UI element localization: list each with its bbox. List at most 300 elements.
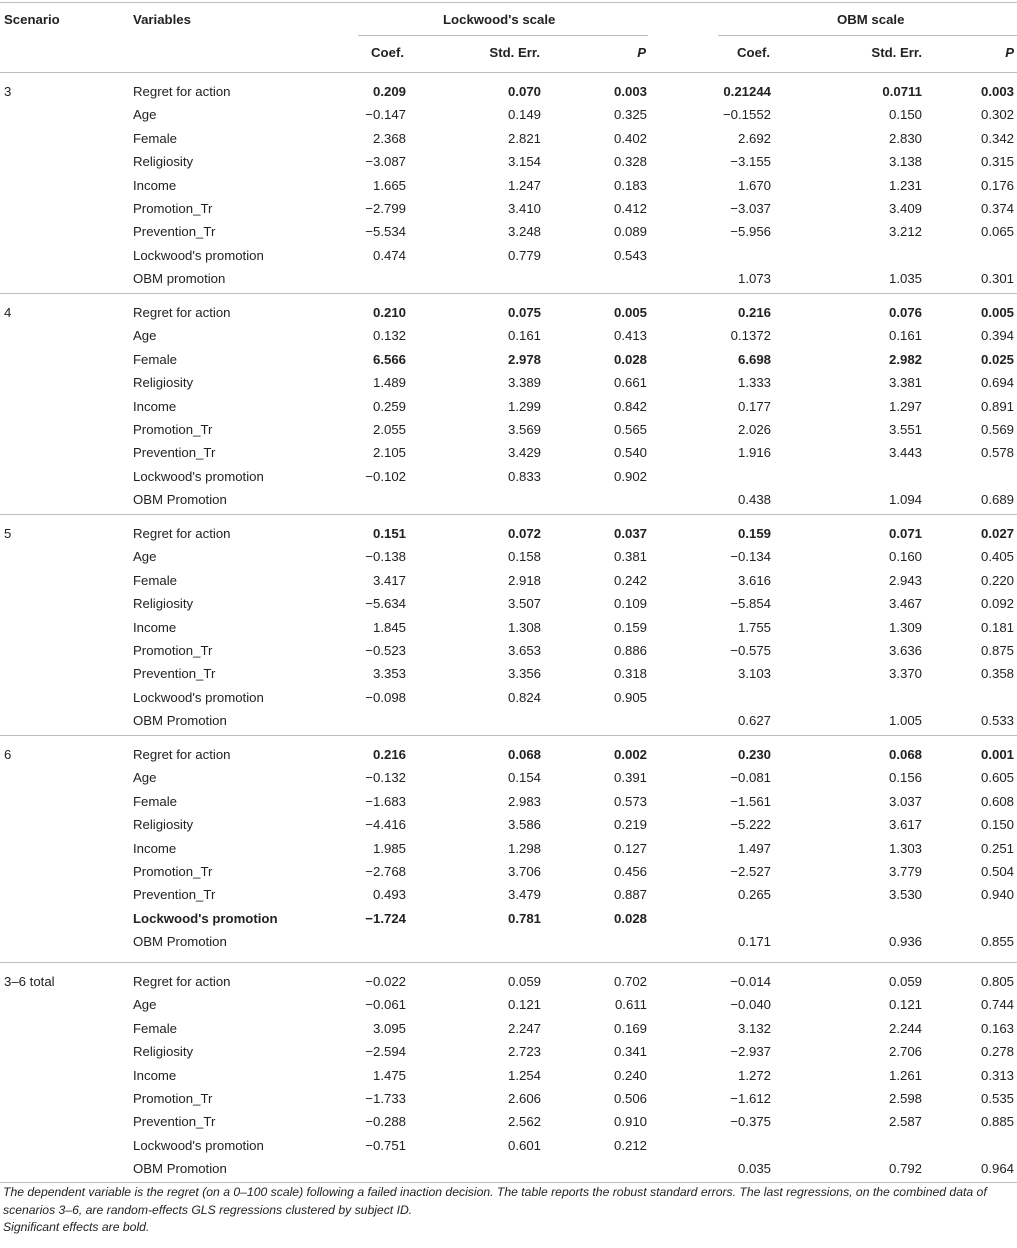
obm-p-cell: 0.027 — [980, 526, 1014, 541]
variable-label: Female — [133, 130, 177, 146]
obm-p-cell: 0.578 — [980, 445, 1014, 461]
obm-stderr-cell: 3.409 — [888, 201, 922, 216]
table-row — [0, 930, 1017, 953]
obm-coef-cell: 3.103 — [737, 666, 771, 682]
lockwood-coef-cell: 6.566 — [372, 351, 406, 367]
obm-p-cell: 0.251 — [980, 840, 1014, 856]
lockwood-coef-cell: −5.534 — [365, 224, 406, 240]
lockwood-p-cell: 0.902 — [613, 468, 647, 484]
table-row — [0, 616, 1017, 639]
obm-stderr-cell: 1.297 — [888, 398, 922, 414]
lockwood-coef-cell: −0.022 — [365, 974, 406, 989]
lockwood-coef-cell: −1.724 — [365, 910, 406, 926]
variable-label: Lockwood's promotion — [133, 468, 264, 484]
table-row — [0, 766, 1017, 789]
obm-stderr-cell: 1.094 — [888, 492, 922, 508]
variable-label: Female — [133, 572, 177, 588]
lockwood-stderr-cell: 3.410 — [507, 201, 541, 216]
obm-coef-cell: 1.073 — [737, 271, 771, 287]
obm-p-cell: 0.394 — [980, 328, 1014, 344]
obm-p-cell: 0.342 — [980, 130, 1014, 146]
table-row — [0, 150, 1017, 173]
obm-stderr-cell: 1.303 — [888, 840, 922, 856]
lockwood-stderr-cell: 3.154 — [507, 154, 541, 170]
lockwood-p-cell: 0.212 — [613, 1137, 647, 1153]
obm-p-cell: 0.065 — [980, 224, 1014, 240]
lockwood-coef-cell: −0.098 — [365, 689, 406, 705]
obm-coef-cell: −2.527 — [730, 864, 771, 879]
variable-label: Regret for action — [133, 974, 231, 989]
lockwood-stderr-cell: 3.479 — [507, 887, 541, 903]
lockwood-stderr-cell: 0.161 — [507, 328, 541, 344]
lockwood-stderr-cell: 2.723 — [507, 1044, 541, 1060]
lockwood-p-cell: 0.240 — [613, 1067, 647, 1083]
obm-coef-cell: 0.216 — [737, 305, 771, 320]
variable-label: Promotion_Tr — [133, 1091, 213, 1106]
footnote-text: The dependent variable is the regret (on a 0–100 scale) following a failed inaction decision. The table reports the robust standard errors. The last regressions, on the combined data of scenarios 3–6, are random-effects GLS regressions clustered by subject ID. — [3, 1185, 987, 1217]
lockwood-coef-cell: −0.138 — [365, 549, 406, 565]
lockwood-p-cell: 0.003 — [613, 84, 647, 99]
lockwood-coef-cell: 0.151 — [372, 526, 406, 541]
obm-p-cell: 0.315 — [980, 154, 1014, 170]
lockwood-stderr-cell: 0.121 — [507, 997, 541, 1013]
obm-coef-cell: −3.037 — [730, 201, 771, 216]
lockwood-coef-cell: 1.665 — [372, 177, 406, 193]
obm-coef-cell: −3.155 — [730, 154, 771, 170]
obm-coef-cell: −0.375 — [730, 1114, 771, 1130]
obm-coef-cell: −0.575 — [730, 643, 771, 658]
variable-label: OBM promotion — [133, 271, 226, 287]
variable-label: Income — [133, 398, 177, 414]
table-row — [0, 174, 1017, 197]
lockwood-coef-cell: 2.105 — [372, 445, 406, 461]
obm-p-cell: 0.885 — [980, 1114, 1014, 1130]
lockwood-coef-cell: −2.768 — [365, 864, 406, 879]
obm-coef-cell: −1.561 — [730, 793, 771, 809]
obm-stderr-cell: 0.071 — [888, 526, 922, 541]
obm-stderr-cell: 1.309 — [888, 619, 922, 635]
obm-stderr-cell: 3.037 — [888, 793, 922, 809]
obm-p-cell: 0.313 — [980, 1067, 1014, 1083]
lockwood-stderr-cell: 1.299 — [507, 398, 541, 414]
variable-label: Regret for action — [133, 526, 231, 541]
obm-coef-cell: 0.1372 — [730, 328, 771, 344]
lockwood-p-cell: 0.413 — [613, 328, 647, 344]
obm-p-cell: 0.302 — [980, 107, 1014, 123]
table-row — [0, 1017, 1017, 1040]
lockwood-coef-cell: 1.845 — [372, 619, 406, 635]
table-row — [0, 790, 1017, 813]
table-row — [0, 441, 1017, 464]
obm-coef-cell: 1.497 — [737, 840, 771, 856]
obm-stderr-cell: 3.467 — [888, 596, 922, 612]
lockwood-coef-cell: 3.417 — [372, 572, 406, 588]
header-variables: Variables — [133, 12, 191, 27]
obm-coef-cell: 0.21244 — [723, 84, 771, 99]
obm-stderr-cell: 3.551 — [888, 422, 922, 437]
variable-label: Age — [133, 770, 157, 786]
table-row — [0, 569, 1017, 592]
lockwood-p-cell: 0.910 — [613, 1114, 647, 1130]
lockwood-coef-cell: 0.216 — [372, 747, 406, 762]
lockwood-p-cell: 0.028 — [613, 351, 647, 367]
variable-label: Promotion_Tr — [133, 864, 213, 879]
table-row — [0, 837, 1017, 860]
lockwood-coef-cell: 0.259 — [372, 398, 406, 414]
top-rule — [0, 2, 1017, 3]
variable-label: Prevention_Tr — [133, 666, 216, 682]
obm-stderr-cell: 3.779 — [888, 864, 922, 879]
variable-label: Prevention_Tr — [133, 224, 216, 240]
table-row — [0, 301, 1017, 324]
table-row — [0, 395, 1017, 418]
obm-p-cell: 0.940 — [980, 887, 1014, 903]
obm-p-cell: 0.003 — [980, 84, 1014, 99]
obm-stderr-cell: 2.982 — [888, 351, 922, 367]
obm-coef-cell: 1.670 — [737, 177, 771, 193]
lockwood-coef-cell: 3.095 — [372, 1020, 406, 1036]
table-row — [0, 545, 1017, 568]
table-row — [0, 907, 1017, 930]
obm-p-cell: 0.744 — [980, 997, 1014, 1013]
lockwood-coef-cell: 1.985 — [372, 840, 406, 856]
obm-p-cell: 0.358 — [980, 666, 1014, 682]
obm-coef-cell: 0.627 — [737, 713, 771, 729]
lockwood-p-cell: 0.037 — [613, 526, 647, 541]
obm-p-cell: 0.605 — [980, 770, 1014, 786]
obm-stderr-cell: 1.035 — [888, 271, 922, 287]
variable-label: OBM Promotion — [133, 713, 227, 729]
lockwood-coef-cell: −3.087 — [365, 154, 406, 170]
variable-label: Promotion_Tr — [133, 643, 213, 658]
variable-label: Prevention_Tr — [133, 887, 216, 903]
variable-label: Regret for action — [133, 305, 231, 320]
obm-stderr-cell: 3.617 — [888, 817, 922, 833]
table-row — [0, 418, 1017, 441]
variable-label: Prevention_Tr — [133, 1114, 216, 1130]
header-obm-p: P — [1005, 45, 1014, 60]
variable-label: Age — [133, 997, 157, 1013]
table-row — [0, 220, 1017, 243]
variable-label: Lockwood's promotion — [133, 689, 264, 705]
lockwood-coef-cell: −0.288 — [365, 1114, 406, 1130]
lockwood-coef-cell: −2.799 — [365, 201, 406, 216]
table-row — [0, 743, 1017, 766]
variable-label: Age — [133, 107, 157, 123]
lockwood-p-cell: 0.391 — [613, 770, 647, 786]
lockwood-stderr-cell: 2.606 — [507, 1091, 541, 1106]
obm-coef-cell: −1.612 — [730, 1091, 771, 1106]
obm-p-cell: 0.301 — [980, 271, 1014, 287]
scenario-label: 6 — [4, 747, 12, 762]
lockwood-coef-cell: −1.733 — [365, 1091, 406, 1106]
lockwood-stderr-cell: 3.706 — [507, 864, 541, 879]
lockwood-coef-cell: 0.210 — [372, 305, 406, 320]
lockwood-p-cell: 0.540 — [613, 445, 647, 461]
obm-p-cell: 0.005 — [980, 305, 1014, 320]
header-lockwood-scale: Lockwood's scale — [443, 12, 556, 27]
table-row — [0, 1134, 1017, 1157]
obm-coef-cell: 1.755 — [737, 619, 771, 635]
obm-stderr-cell: 2.943 — [888, 572, 922, 588]
variable-label: Promotion_Tr — [133, 201, 213, 216]
obm-coef-cell: −2.937 — [730, 1044, 771, 1060]
group-divider — [0, 962, 1017, 963]
variable-label: Prevention_Tr — [133, 445, 216, 461]
table-row — [0, 244, 1017, 267]
variable-label: Religiosity — [133, 1044, 194, 1060]
lockwood-stderr-cell: 2.983 — [507, 793, 541, 809]
obm-coef-cell: 2.692 — [737, 130, 771, 146]
lockwood-coef-cell: −4.416 — [365, 817, 406, 833]
lockwood-coef-cell: 0.493 — [372, 887, 406, 903]
obm-stderr-cell: 3.443 — [888, 445, 922, 461]
obm-p-cell: 0.504 — [980, 864, 1014, 879]
lockwood-p-cell: 0.127 — [613, 840, 647, 856]
lockwood-p-cell: 0.905 — [613, 689, 647, 705]
obm-p-cell: 0.694 — [980, 375, 1014, 391]
lockwood-stderr-cell: 0.068 — [507, 747, 541, 762]
table-row — [0, 324, 1017, 347]
header-bottom-rule — [0, 72, 1017, 73]
lockwood-stderr-cell: 0.075 — [507, 305, 541, 320]
obm-coef-cell: −0.014 — [730, 974, 771, 989]
table-footnote — [3, 1184, 1013, 1237]
obm-coef-cell: 1.333 — [737, 375, 771, 391]
lockwood-coef-cell: 2.055 — [372, 422, 406, 437]
obm-stderr-cell: 2.244 — [888, 1020, 922, 1036]
variable-label: OBM Promotion — [133, 934, 227, 950]
lockwood-coef-cell: −5.634 — [365, 596, 406, 612]
obm-coef-cell: 0.438 — [737, 492, 771, 508]
lockwood-coef-cell: −0.751 — [365, 1137, 406, 1153]
variable-label: Religiosity — [133, 154, 194, 170]
table-row — [0, 103, 1017, 126]
table-row — [0, 860, 1017, 883]
obm-coef-cell: 3.132 — [737, 1020, 771, 1036]
footnote-significance: Significant effects are bold. — [3, 1220, 150, 1234]
obm-p-cell: 0.535 — [980, 1091, 1014, 1106]
obm-p-cell: 0.150 — [980, 817, 1014, 833]
variable-label: Religiosity — [133, 817, 194, 833]
obm-coef-cell: 6.698 — [737, 351, 771, 367]
obm-coef-cell: 2.026 — [737, 422, 771, 437]
table-row — [0, 348, 1017, 371]
obm-stderr-cell: 2.598 — [888, 1091, 922, 1106]
obm-stderr-cell: 1.231 — [888, 177, 922, 193]
obm-p-cell: 0.405 — [980, 549, 1014, 565]
lockwood-stderr-cell: 2.978 — [507, 351, 541, 367]
table-row — [0, 662, 1017, 685]
table-row — [0, 127, 1017, 150]
lockwood-p-cell: 0.381 — [613, 549, 647, 565]
obm-coef-cell: 0.230 — [737, 747, 771, 762]
obm-stderr-cell: 0.059 — [888, 974, 922, 989]
obm-stderr-cell: 0.0711 — [882, 84, 922, 99]
lockwood-stderr-cell: 1.247 — [507, 177, 541, 193]
obm-p-cell: 0.855 — [980, 934, 1014, 950]
obm-p-cell: 0.176 — [980, 177, 1014, 193]
obm-coef-cell: −0.134 — [730, 549, 771, 565]
lockwood-stderr-cell: 0.158 — [507, 549, 541, 565]
obm-coef-cell: −5.854 — [730, 596, 771, 612]
table-row — [0, 883, 1017, 906]
header-scenario: Scenario — [4, 12, 60, 27]
lockwood-p-cell: 0.842 — [613, 398, 647, 414]
obm-p-cell: 0.569 — [980, 422, 1014, 437]
variable-label: Religiosity — [133, 375, 194, 391]
variable-label: OBM Promotion — [133, 1161, 227, 1177]
obm-stderr-cell: 3.530 — [888, 887, 922, 903]
lockwood-span-rule — [358, 35, 648, 36]
lockwood-stderr-cell: 0.149 — [507, 107, 541, 123]
obm-p-cell: 0.220 — [980, 572, 1014, 588]
obm-coef-cell: 0.171 — [737, 934, 771, 950]
obm-p-cell: 0.163 — [980, 1020, 1014, 1036]
variable-label: OBM Promotion — [133, 492, 227, 508]
obm-stderr-cell: 1.005 — [888, 713, 922, 729]
lockwood-stderr-cell: 2.562 — [507, 1114, 541, 1130]
variable-label: Income — [133, 840, 177, 856]
obm-p-cell: 0.374 — [980, 201, 1014, 216]
obm-stderr-cell: 3.212 — [888, 224, 922, 240]
variable-label: Female — [133, 351, 177, 367]
lockwood-p-cell: 0.002 — [613, 747, 647, 762]
lockwood-stderr-cell: 3.389 — [507, 375, 541, 391]
lockwood-stderr-cell: 3.569 — [507, 422, 541, 437]
variable-label: Age — [133, 328, 157, 344]
obm-p-cell: 0.964 — [980, 1161, 1014, 1177]
obm-stderr-cell: 1.261 — [888, 1067, 922, 1083]
lockwood-p-cell: 0.005 — [613, 305, 647, 320]
obm-p-cell: 0.689 — [980, 492, 1014, 508]
obm-stderr-cell: 3.138 — [888, 154, 922, 170]
lockwood-coef-cell: −1.683 — [365, 793, 406, 809]
header-obm-stderr: Std. Err. — [871, 45, 922, 60]
lockwood-p-cell: 0.611 — [614, 997, 647, 1013]
lockwood-p-cell: 0.089 — [613, 224, 647, 240]
lockwood-p-cell: 0.886 — [613, 643, 647, 658]
variable-label: Income — [133, 619, 177, 635]
header-lockwood-coef: Coef. — [371, 45, 404, 60]
obm-p-cell: 0.891 — [980, 398, 1014, 414]
lockwood-stderr-cell: 1.254 — [507, 1067, 541, 1083]
obm-stderr-cell: 0.121 — [888, 997, 922, 1013]
obm-p-cell: 0.278 — [980, 1044, 1014, 1060]
obm-coef-cell: 1.916 — [737, 445, 771, 461]
scenario-label: 3 — [4, 84, 12, 99]
lockwood-stderr-cell: 0.601 — [507, 1137, 541, 1153]
lockwood-p-cell: 0.242 — [613, 572, 647, 588]
lockwood-stderr-cell: 3.248 — [507, 224, 541, 240]
variable-label: Regret for action — [133, 84, 231, 99]
lockwood-p-cell: 0.506 — [613, 1091, 647, 1106]
table-row — [0, 197, 1017, 220]
table-row — [0, 371, 1017, 394]
lockwood-p-cell: 0.543 — [613, 247, 647, 263]
lockwood-coef-cell: −0.102 — [365, 468, 406, 484]
lockwood-coef-cell: 3.353 — [372, 666, 406, 682]
obm-coef-cell: 3.616 — [737, 572, 771, 588]
header-obm-coef: Coef. — [737, 45, 770, 60]
lockwood-stderr-cell: 0.833 — [507, 468, 541, 484]
variable-label: Income — [133, 177, 177, 193]
lockwood-coef-cell: −0.523 — [365, 643, 406, 658]
lockwood-stderr-cell: 2.247 — [507, 1020, 541, 1036]
table-row — [0, 1110, 1017, 1133]
table-row — [0, 970, 1017, 993]
lockwood-stderr-cell: 0.070 — [507, 84, 541, 99]
lockwood-coef-cell: 0.132 — [372, 328, 406, 344]
lockwood-stderr-cell: 3.507 — [507, 596, 541, 612]
header-obm-scale: OBM scale — [837, 12, 905, 27]
lockwood-stderr-cell: 0.781 — [507, 910, 541, 926]
obm-coef-cell: 0.177 — [737, 398, 771, 414]
variable-label: Income — [133, 1067, 177, 1083]
table-row — [0, 522, 1017, 545]
lockwood-p-cell: 0.456 — [613, 864, 647, 879]
obm-coef-cell: 0.035 — [737, 1161, 771, 1177]
variable-label: Female — [133, 793, 177, 809]
obm-stderr-cell: 2.587 — [888, 1114, 922, 1130]
table-row — [0, 488, 1017, 511]
obm-stderr-cell: 0.156 — [888, 770, 922, 786]
lockwood-stderr-cell: 0.059 — [507, 974, 541, 989]
obm-stderr-cell: 0.076 — [888, 305, 922, 320]
lockwood-p-cell: 0.109 — [613, 596, 647, 612]
group-divider — [0, 735, 1017, 736]
obm-stderr-cell: 0.068 — [888, 747, 922, 762]
lockwood-stderr-cell: 1.308 — [507, 619, 541, 635]
lockwood-stderr-cell: 2.821 — [507, 130, 541, 146]
group-divider — [0, 514, 1017, 515]
lockwood-coef-cell: −0.132 — [365, 770, 406, 786]
variable-label: Lockwood's promotion — [133, 247, 264, 263]
variable-label: Promotion_Tr — [133, 422, 213, 437]
obm-coef-cell: 0.159 — [737, 526, 771, 541]
scenario-label: 4 — [4, 305, 12, 320]
table-row — [0, 465, 1017, 488]
obm-stderr-cell: 0.160 — [888, 549, 922, 565]
lockwood-stderr-cell: 0.154 — [507, 770, 541, 786]
lockwood-stderr-cell: 0.824 — [507, 689, 541, 705]
scenario-label: 3–6 total — [4, 974, 55, 989]
obm-stderr-cell: 2.706 — [888, 1044, 922, 1060]
lockwood-coef-cell: 2.368 — [372, 130, 406, 146]
lockwood-coef-cell: 1.489 — [372, 375, 406, 391]
lockwood-p-cell: 0.661 — [613, 375, 647, 391]
obm-stderr-cell: 0.936 — [888, 934, 922, 950]
table-row — [0, 813, 1017, 836]
lockwood-stderr-cell: 3.429 — [507, 445, 541, 461]
table-row — [0, 639, 1017, 662]
obm-p-cell: 0.092 — [980, 596, 1014, 612]
obm-coef-cell: 1.272 — [737, 1067, 771, 1083]
obm-coef-cell: −5.222 — [730, 817, 771, 833]
header-lockwood-p: P — [637, 45, 646, 60]
obm-p-cell: 0.533 — [980, 713, 1014, 729]
lockwood-p-cell: 0.325 — [613, 107, 647, 123]
bottom-rule — [0, 1182, 1017, 1183]
obm-p-cell: 0.025 — [980, 351, 1014, 367]
obm-span-rule — [718, 35, 1017, 36]
variable-label: Lockwood's promotion — [133, 1137, 264, 1153]
obm-p-cell: 0.608 — [980, 793, 1014, 809]
lockwood-stderr-cell: 2.918 — [507, 572, 541, 588]
lockwood-p-cell: 0.573 — [613, 793, 647, 809]
lockwood-p-cell: 0.328 — [613, 154, 647, 170]
lockwood-p-cell: 0.169 — [613, 1020, 647, 1036]
